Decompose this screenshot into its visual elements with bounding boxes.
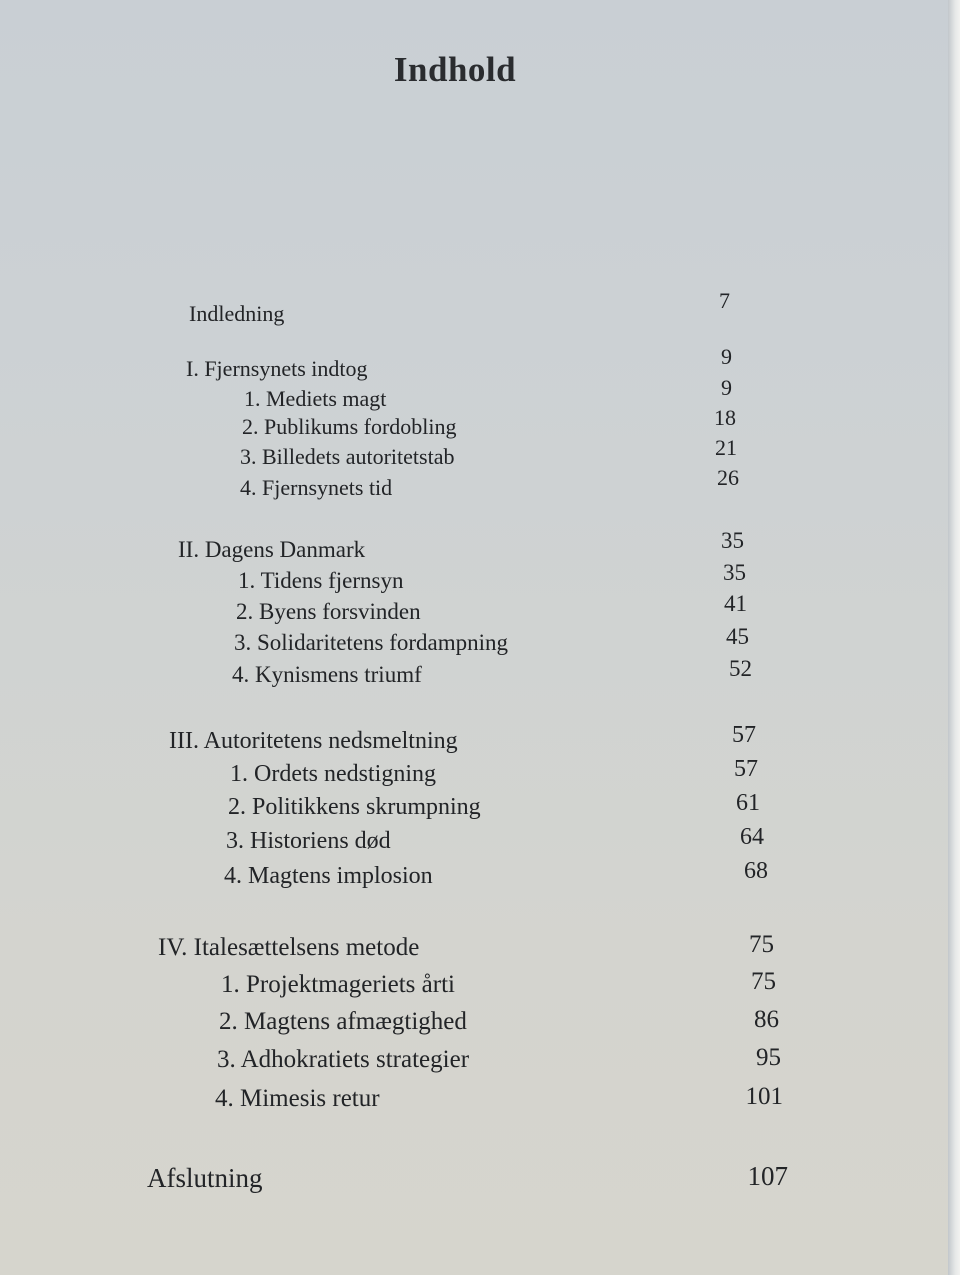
toc-entry-4-4: 4. Mimesis retur: [215, 1085, 380, 1112]
toc-entry-3-3: 3. Historiens død: [226, 828, 391, 854]
toc-entry-2-1: 1. Tidens fjernsyn: [238, 568, 404, 593]
toc-page-2-2: 41: [724, 591, 747, 616]
toc-page-1-4: 26: [717, 465, 739, 490]
toc-entry-3-2: 2. Politikkens skrumpning: [228, 794, 481, 820]
toc-page-part-1: 9: [721, 344, 732, 369]
toc-page-part-4: 75: [749, 931, 774, 958]
toc-entry-1-3: 3. Billedets autoritetstab: [240, 444, 455, 469]
toc-page-2-1: 35: [723, 560, 746, 585]
toc-page-4-4: 101: [745, 1083, 783, 1110]
toc-page-3-4: 68: [744, 858, 768, 884]
toc-entry-2-4: 4. Kynismens triumf: [232, 662, 422, 687]
toc-part-2: II. Dagens Danmark: [178, 537, 366, 562]
page-edge: [948, 0, 960, 1275]
toc-page-4-2: 86: [754, 1006, 779, 1033]
toc-page-1-3: 21: [715, 435, 737, 460]
toc-page-3-3: 64: [740, 824, 764, 850]
toc-page-3-2: 61: [736, 790, 760, 816]
toc-entry-1-4: 4. Fjernsynets tid: [240, 475, 393, 500]
toc-page-part-2: 35: [721, 528, 744, 553]
toc-entry-afslutning: Afslutning: [147, 1163, 263, 1193]
toc-part-1: I. Fjernsynets indtog: [186, 356, 368, 381]
toc-page-part-3: 57: [732, 722, 756, 748]
toc-entry-4-2: 2. Magtens afmægtighed: [219, 1008, 467, 1035]
toc-entry-4-1: 1. Projektmageriets årti: [221, 971, 455, 998]
toc-page-4-3: 95: [756, 1044, 781, 1071]
toc-entry-2-2: 2. Byens forsvinden: [236, 599, 421, 624]
toc-entry-1-2: 2. Publikums fordobling: [242, 414, 457, 439]
toc-entry-1-1: 1. Mediets magt: [244, 386, 387, 411]
page-title: Indhold: [393, 50, 517, 89]
toc-part-4: IV. Italesættelsens metode: [158, 934, 420, 961]
toc-entry-4-3: 3. Adhokratiets strategier: [217, 1046, 470, 1073]
toc-entry-2-3: 3. Solidaritetens fordampning: [234, 630, 509, 655]
toc-part-3: III. Autoritetens nedsmeltning: [169, 728, 458, 754]
toc-entry-indledning: Indledning: [189, 301, 285, 326]
toc-page-1-1: 9: [721, 375, 732, 400]
toc-page-indledning: 7: [719, 288, 730, 313]
toc-page-3-1: 57: [734, 756, 758, 782]
toc-page-2-4: 52: [729, 656, 752, 681]
toc-entry-3-1: 1. Ordets nedstigning: [230, 761, 436, 787]
toc-page-afslutning: 107: [747, 1161, 788, 1191]
toc-entry-3-4: 4. Magtens implosion: [224, 863, 433, 889]
toc-page-1-2: 18: [714, 405, 736, 430]
toc-page-4-1: 75: [751, 968, 776, 995]
toc-page-2-3: 45: [726, 624, 749, 649]
